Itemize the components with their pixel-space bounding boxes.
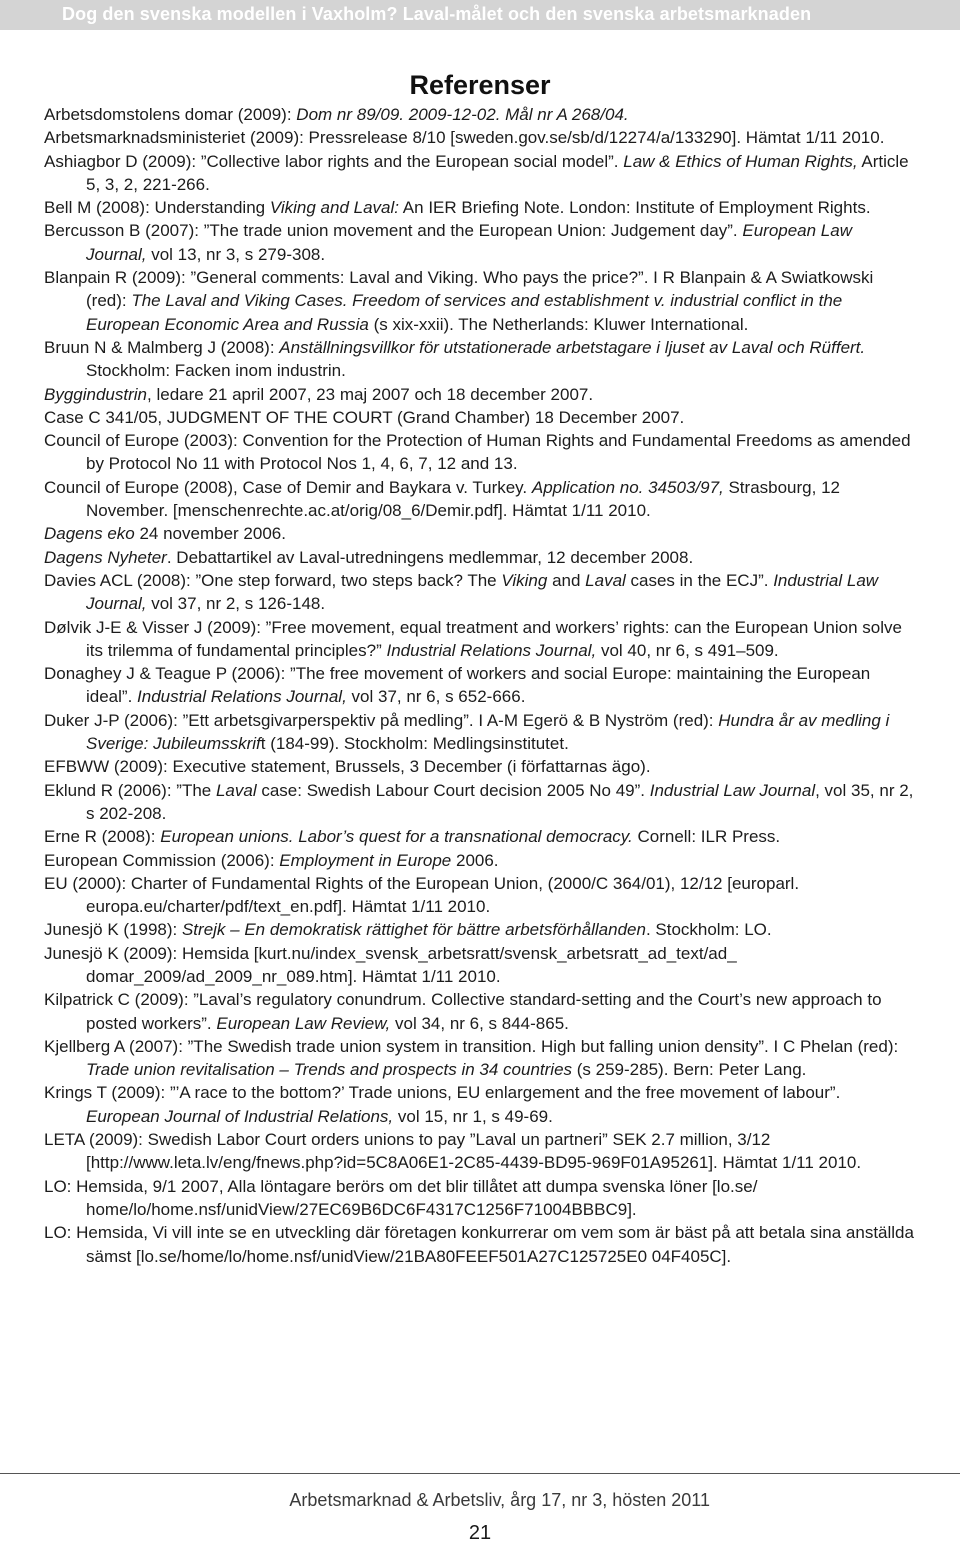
reference-title: Dagens eko xyxy=(44,524,135,544)
reference-title: European unions. Labor’s quest for a transnational democracy. xyxy=(160,827,633,847)
reference-title: The Laval and Viking Cases. Freedom of services and establishment v. industrial conflict in the European Economic Area and Russia xyxy=(86,291,843,334)
reference-title: Trade union revitalisation – Trends and prospects in 34 countries xyxy=(86,1060,573,1080)
reference-entry xyxy=(44,755,914,778)
reference-entry xyxy=(44,103,914,126)
reference-text: Blanpain R (2009): ”General comments: Laval and Viking. Who pays the price?”. I R Blanpain & A Swiatkowski (red): xyxy=(44,268,874,311)
reference-text: EFBWW (2009): Executive statement, Brussels, 3 December (i författarnas ägo). xyxy=(44,757,651,777)
section-title: Referenser xyxy=(409,70,551,100)
reference-text: Stockholm: Facken inom industrin. xyxy=(86,361,346,381)
reference-text: Bell M (2008): Understanding xyxy=(44,198,270,218)
reference-title: Hundra år av medling i Sverige: Jubileumsskrif xyxy=(86,710,890,754)
reference-text: Bercusson B (2007): ”The trade union movement and the European Union: Judgement day”. xyxy=(44,221,743,241)
reference-entry xyxy=(44,988,914,1035)
reference-title: Viking xyxy=(501,570,548,590)
reference-entry xyxy=(44,1128,914,1175)
reference-entry xyxy=(44,126,914,149)
reference-entry xyxy=(44,1175,914,1222)
reference-text: Council of Europe (2003): Convention for the Protection of Human Rights and Fundamental Freedoms as amended by Protocol No 11 with Protocol Nos 1, 4, 6, 7, 12 and 13. xyxy=(44,431,911,474)
reference-title: Anställningsvillkor för utstationerade arbetstagare i ljuset av Laval och Rüffert. xyxy=(279,337,866,357)
reference-text: Arbetsmarknadsministeriet (2009): Pressrelease 8/10 [sweden.gov.se/sb/d/12274/a/133290]. Hämtat 1/11 2010. xyxy=(44,128,885,148)
reference-text: vol 13, nr 3, s 279-308. xyxy=(146,244,326,264)
reference-entry xyxy=(44,662,914,709)
reference-entry xyxy=(44,825,914,848)
reference-entry xyxy=(44,918,914,941)
reference-text: Erne R (2008): xyxy=(44,827,161,847)
reference-entry xyxy=(44,546,914,569)
reference-text: Davies ACL (2008): ”One step forward, two steps back? The xyxy=(44,570,502,590)
reference-entry xyxy=(44,779,914,826)
reference-entry xyxy=(44,1035,914,1082)
reference-text: vol 40, nr 6, s 491–509. xyxy=(596,640,779,660)
reference-text: Cornell: ILR Press. xyxy=(632,827,781,847)
reference-text: LO: Hemsida, Vi vill inte se en utveckling där företagen konkurrerar om vem som är bäst på att betala sina anställda sämst [lo.se/home/lo/home.nsf/unidView/21BA80FEEF501A27C125725E0 04F405C]. xyxy=(44,1223,914,1266)
reference-text: Junesjö K (1998): xyxy=(44,920,182,940)
reference-text: Kjellberg A (2007): ”The Swedish trade union system in transition. High but falling union density”. I C Phelan (red): xyxy=(44,1036,899,1056)
reference-entry xyxy=(44,150,914,197)
reference-text: Dølvik J-E & Visser J (2009): ”Free movement, equal treatment and workers’ rights: can the European Union solve its trilemma of fundamental principles?” xyxy=(44,617,902,660)
reference-text: Strasbourg, 12 November. [menschenrechte.ac.at/orig/08_6/Demir.pdf]. Hämtat 1/11 2010. xyxy=(86,477,840,521)
reference-entry xyxy=(44,522,914,545)
reference-text: Kilpatrick C (2009): ”Laval’s regulatory conundrum. Collective standard-setting and the Court’s new approach to posted workers”. xyxy=(44,990,882,1033)
reference-text: vol 15, nr 1, s 49-69. xyxy=(393,1106,553,1126)
reference-title: Laval xyxy=(215,780,257,800)
reference-title: Viking and Laval: xyxy=(269,198,400,218)
reference-entry xyxy=(44,569,914,616)
reference-text: cases in the ECJ”. xyxy=(625,570,774,590)
reference-text: EU (2000): Charter of Fundamental Rights of the European Union, (2000/C 364/01), 12/12 [europarl. europa.eu/charter/pdf/text_en.pdf]. Hämtat 1/11 2010. xyxy=(44,873,800,917)
reference-text: LETA (2009): Swedish Labor Court orders unions to pay ”Laval un partneri” SEK 2.7 million, 3/12 [http://www.leta.lv/eng/fnews.php?id=5C8A06E1-2C85-4439-BD95-969F01A95261]. Hämtat 1/11 2010. xyxy=(44,1130,862,1173)
reference-text: vol 37, nr 6, s 652-666. xyxy=(346,687,526,707)
reference-entry xyxy=(44,266,914,336)
reference-list xyxy=(44,103,914,1268)
reference-text: European Commission (2006): xyxy=(44,850,280,870)
reference-text: (s xix-xxii). The Netherlands: Kluwer International. xyxy=(368,314,749,334)
reference-text: , ledare 21 april 2007, 23 maj 2007 och 18 december 2007. xyxy=(147,384,594,404)
reference-text: An IER Briefing Note. London: Institute of Employment Rights. xyxy=(399,198,871,218)
reference-title: Application no. 34503/97, xyxy=(531,477,724,497)
reference-title: Industrial Law Journal xyxy=(649,780,816,800)
reference-entry xyxy=(44,1221,914,1268)
reference-entry xyxy=(44,383,914,406)
reference-text: and xyxy=(547,570,586,590)
reference-text: Council of Europe (2008), Case of Demir and Baykara v. Turkey. xyxy=(44,477,532,497)
reference-entry xyxy=(44,942,914,989)
reference-title: Strejk – En demokratisk rättighet för bättre arbetsförhållanden xyxy=(181,920,646,940)
page-number: 21 xyxy=(468,1522,492,1544)
reference-text: . Stockholm: LO. xyxy=(645,920,772,940)
reference-text: Arbetsdomstolens domar (2009): xyxy=(44,105,297,124)
reference-title: Industrial Law Journal, xyxy=(86,570,879,614)
reference-text: Duker J-P (2006): ”Ett arbetsgivarperspektiv på medling”. I A-M Egerö & B Nyström (red): xyxy=(44,710,719,730)
reference-title: Dagens Nyheter xyxy=(44,547,167,567)
running-header-title: Dog den svenska modellen i Vaxholm? Laval-målet och den svenska arbetsmarknaden xyxy=(62,4,812,24)
reference-text: 24 november 2006. xyxy=(134,524,286,544)
reference-entry xyxy=(44,709,914,756)
running-header xyxy=(0,0,960,30)
reference-text: Junesjö K (2009): Hemsida [kurt.nu/index_svensk_arbetsratt/svensk_arbetsratt_ad_text/ad_ domar_2009/ad_2009_nr_089.htm]. Hämtat 1/11 2010. xyxy=(44,943,737,986)
reference-text: t (184-99). Stockholm: Medlingsinstitutet. xyxy=(260,734,569,754)
reference-text: , vol 35, nr 2, s 202-208. xyxy=(86,780,914,823)
reference-text: 2006. xyxy=(451,850,499,870)
reference-text: case: Swedish Labour Court decision 2005 No 49”. xyxy=(256,780,650,800)
reference-title: Industrial Relations Journal, xyxy=(137,687,347,707)
reference-entry xyxy=(44,872,914,919)
reference-text: vol 37, nr 2, s 126-148. xyxy=(146,594,326,614)
reference-entry xyxy=(44,849,914,872)
journal-citation: Arbetsmarknad & Arbetsliv, årg 17, nr 3, hösten 2011 xyxy=(289,1490,710,1510)
reference-text: (s 259-285). Bern: Peter Lang. xyxy=(572,1060,807,1080)
reference-text: Ashiagbor D (2009): ”Collective labor rights and the European social model”. xyxy=(44,151,624,171)
reference-entry xyxy=(44,1081,914,1128)
reference-entry xyxy=(44,406,914,429)
reference-text: Bruun N & Malmberg J (2008): xyxy=(44,337,280,357)
reference-title: European Law Journal, xyxy=(86,221,852,264)
footer-divider xyxy=(0,1473,960,1474)
reference-text: Article 5, 3, 2, 221-266. xyxy=(86,151,909,194)
reference-entry xyxy=(44,429,914,476)
reference-entry xyxy=(44,219,914,266)
reference-text: Donaghey J & Teague P (2006): ”The free movement of workers and social Europe: maintaining the European ideal”. xyxy=(44,664,871,707)
reference-title: Byggindustrin xyxy=(44,384,148,404)
reference-entry xyxy=(44,196,914,219)
reference-title: Dom nr 89/09. 2009-12-02. Mål nr A 268/04. xyxy=(296,105,629,124)
reference-text: Eklund R (2006): ”The xyxy=(44,780,216,800)
reference-title: Industrial Relations Journal, xyxy=(386,640,597,660)
reference-title: European Journal of Industrial Relations, xyxy=(86,1106,394,1126)
reference-text: LO: Hemsida, 9/1 2007, Alla löntagare berörs om det blir tillåtet att dumpa svenska löner [lo.se/ home/lo/home.nsf/unidView/27EC69B6DC6F4317C1256F71004BBBC9]. xyxy=(44,1176,758,1219)
reference-text: vol 34, nr 6, s 844-865. xyxy=(390,1013,569,1033)
reference-entry xyxy=(44,476,914,523)
reference-entry xyxy=(44,336,914,383)
reference-text: . Debattartikel av Laval-utredningens medlemmar, 12 december 2008. xyxy=(166,547,694,567)
reference-title: Laval xyxy=(585,570,626,590)
reference-title: Employment in Europe xyxy=(279,850,452,870)
reference-title: Law & Ethics of Human Rights, xyxy=(623,151,858,171)
reference-entry xyxy=(44,616,914,663)
reference-title: European Law Review, xyxy=(216,1013,391,1033)
reference-text: Krings T (2009): ”’A race to the bottom?’ Trade unions, EU enlargement and the free movement of labour”. xyxy=(44,1083,841,1103)
reference-text: Case C 341/05, JUDGMENT OF THE COURT (Grand Chamber) 18 December 2007. xyxy=(44,407,685,427)
